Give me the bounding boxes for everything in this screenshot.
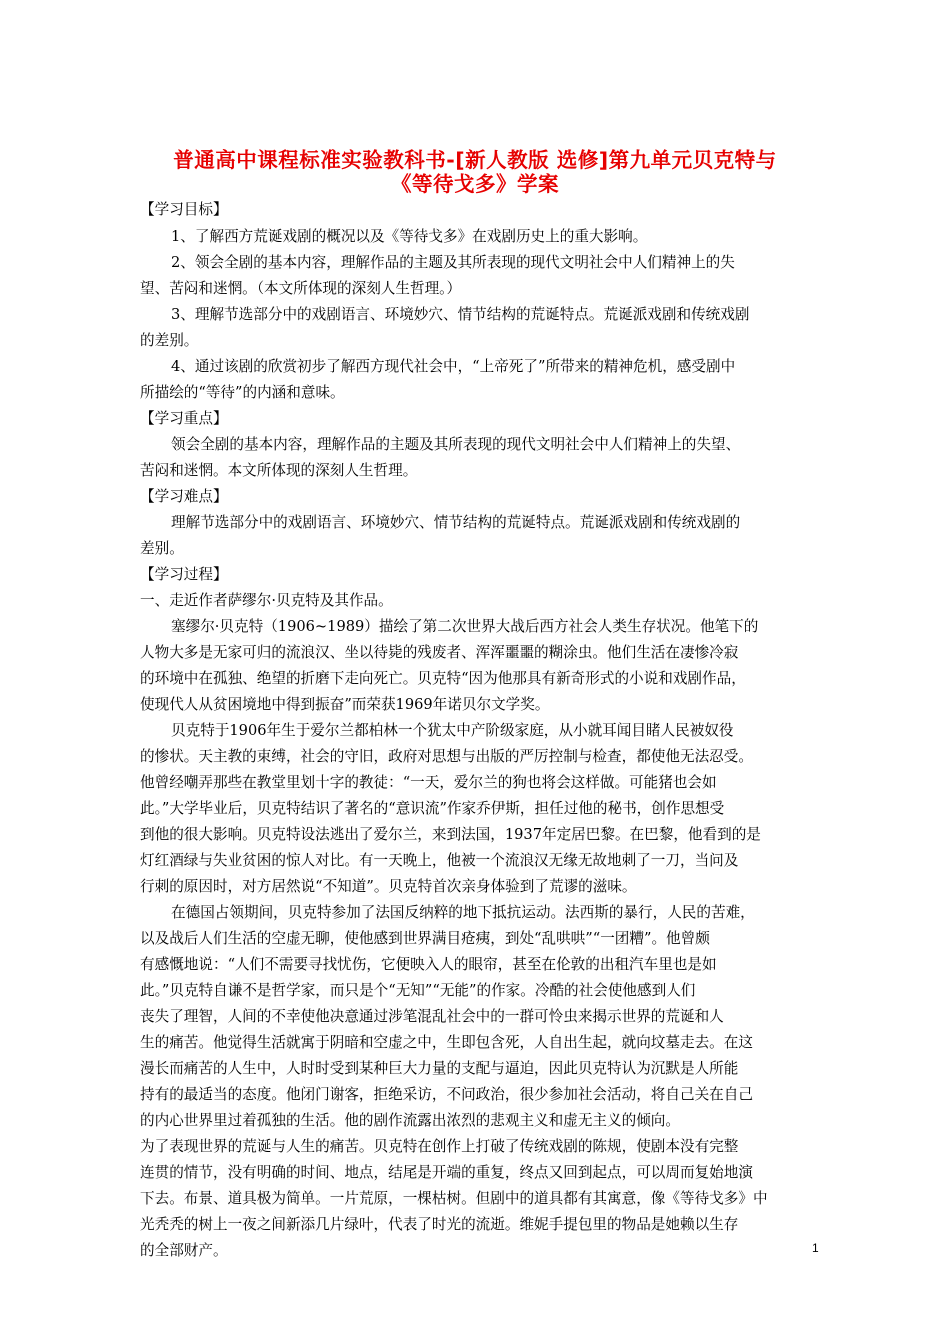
subsection-heading-author: 一、走近作者萨缪尔·贝克特及其作品。	[140, 592, 393, 609]
paragraph-line: 的环境中在孤独、绝望的折磨下走向死亡。贝克特“因为他那具有新奇形式的小说和戏剧作品，	[140, 670, 746, 687]
paragraph-line: 漫长而痛苦的人生中，人时时受到某种巨大力量的支配与逼迫，因此贝克特认为沉默是人所能	[140, 1060, 739, 1077]
page-number: 1	[812, 1241, 819, 1255]
objective-4-cont: 所描绘的“等待”的内涵和意味。	[140, 384, 345, 401]
section-heading-key-points: 【学习重点】	[140, 410, 228, 427]
document-title-line-1: 普通高中课程标准实验教科书-[新人教版 选修]第九单元贝克特与	[173, 148, 777, 172]
paragraph-line: 到他的很大影响。贝克特设法逃出了爱尔兰，来到法国，1937年定居巴黎。在巴黎，他看到的是	[140, 826, 761, 843]
paragraph-line: 为了表现世界的荒诞与人生的痛苦。贝克特在创作上打破了传统戏剧的陈规，使剧本没有完整	[140, 1138, 739, 1155]
paragraph-line: 有感慨地说：“人们不需要寻找忧伤，它便映入人的眼帘，甚至在伦敦的出租汽车里也是如	[140, 956, 717, 973]
paragraph-line: 丧失了理智，人间的不幸使他决意通过涉笔混乱社会中的一群可怜虫来揭示世界的荒诞和人	[140, 1008, 724, 1025]
paragraph-line: 此。”大学毕业后，贝克特结识了著名的“意识流”作家乔伊斯，担任过他的秘书，创作思想受	[140, 800, 725, 817]
section-heading-process: 【学习过程】	[140, 566, 228, 583]
key-points-text-cont: 苦闷和迷惘。本文所体现的深刻人生哲理。	[140, 462, 418, 479]
difficulties-text: 理解节选部分中的戏剧语言、环境妙穴、情节结构的荒诞特点。荒诞派戏剧和传统戏剧的	[171, 514, 741, 531]
paragraph-line: 灯红酒绿与失业贫困的惊人对比。有一天晚上，他被一个流浪汉无缘无故地刺了一刀，当问及	[140, 852, 739, 869]
paragraph-line: 人物大多是无家可归的流浪汉、坐以待毙的残废者、浑浑噩噩的糊涂虫。他们生活在凄惨冷寂	[140, 644, 739, 661]
section-heading-objectives: 【学习目标】	[140, 201, 228, 218]
paragraph-line: 连贯的情节，没有明确的时间、地点，结尾是开端的重复，终点又回到起点，可以周而复始地演	[140, 1164, 753, 1181]
objective-2-cont: 望、苦闷和迷惘。（本文所体现的深刻人生哲理。）	[140, 280, 462, 297]
paragraph-line: 他曾经嘲弄那些在教堂里划十字的教徒：“一天，爱尔兰的狗也将会这样做。可能猪也会如	[140, 774, 717, 791]
paragraph-line: 行刺的原因时，对方居然说“不知道”。贝克特首次亲身体验到了荒谬的滋味。	[140, 878, 637, 895]
paragraph-line: 在德国占领期间，贝克特参加了法国反纳粹的地下抵抗运动。法西斯的暴行，人民的苦难，	[171, 904, 755, 921]
paragraph-line: 的内心世界里过着孤独的生活。他的剧作流露出浓烈的悲观主义和虚无主义的倾向。	[140, 1112, 680, 1129]
key-points-text: 领会全剧的基本内容，理解作品的主题及其所表现的现代文明社会中人们精神上的失望、	[171, 436, 741, 453]
section-heading-difficulties: 【学习难点】	[140, 488, 228, 505]
paragraph-line: 塞缪尔·贝克特（1906~1989）描绘了第二次世界大战后西方社会人类生存状况。他笔下的	[171, 618, 759, 635]
paragraph-line: 以及战后人们生活的空虚无聊，使他感到世界满目疮痍，到处“乱哄哄”“一团糟”。他曾颇	[140, 930, 710, 947]
paragraph-line: 生的痛苦。他觉得生活就寓于阴暗和空虚之中，生即包含死，人自出生起，就向坟墓走去。在这	[140, 1034, 753, 1051]
paragraph-line: 下去。布景、道具极为简单。一片荒原，一棵枯树。但剧中的道具都有其寓意，像《等待戈多》中	[140, 1190, 768, 1207]
paragraph-line: 持有的最适当的态度。他闭门谢客，拒绝采访，不问政治，很少参加社会活动，将自己关在自己	[140, 1086, 753, 1103]
objective-4: 4、通过该剧的欣赏初步了解西方现代社会中，“上帝死了”所带来的精神危机，感受剧中	[171, 358, 736, 375]
objective-1: 1、了解西方荒诞戏剧的概况以及《等待戈多》在戏剧历史上的重大影响。	[171, 228, 648, 245]
objective-3-cont: 的差别。	[140, 332, 199, 349]
objective-3: 3、理解节选部分中的戏剧语言、环境妙穴、情节结构的荒诞特点。荒诞派戏剧和传统戏剧	[171, 306, 750, 323]
objective-2: 2、领会全剧的基本内容，理解作品的主题及其所表现的现代文明社会中人们精神上的失	[171, 254, 735, 271]
document-title-line-2: 《等待戈多》学案	[391, 172, 559, 196]
paragraph-line: 光秃秃的树上一夜之间新添几片绿叶，代表了时光的流逝。维妮手提包里的物品是她赖以生存	[140, 1216, 739, 1233]
paragraph-line: 的全部财产。	[140, 1242, 228, 1259]
paragraph-line: 的惨状。天主教的束缚，社会的守旧，政府对思想与出版的严厉控制与检查，都使他无法忍受。	[140, 748, 753, 765]
paragraph-line: 使现代人从贫困境地中得到振奋”而荣获1969年诺贝尔文学奖。	[140, 696, 550, 713]
difficulties-text-cont: 差别。	[140, 540, 184, 557]
paragraph-line: 此。”贝克特自谦不是哲学家，而只是个“无知”“无能”的作家。冷酷的社会使他感到人们	[140, 982, 696, 999]
paragraph-line: 贝克特于1906年生于爱尔兰都柏林一个犹太中产阶级家庭，从小就耳闻目睹人民被奴役	[171, 722, 734, 739]
